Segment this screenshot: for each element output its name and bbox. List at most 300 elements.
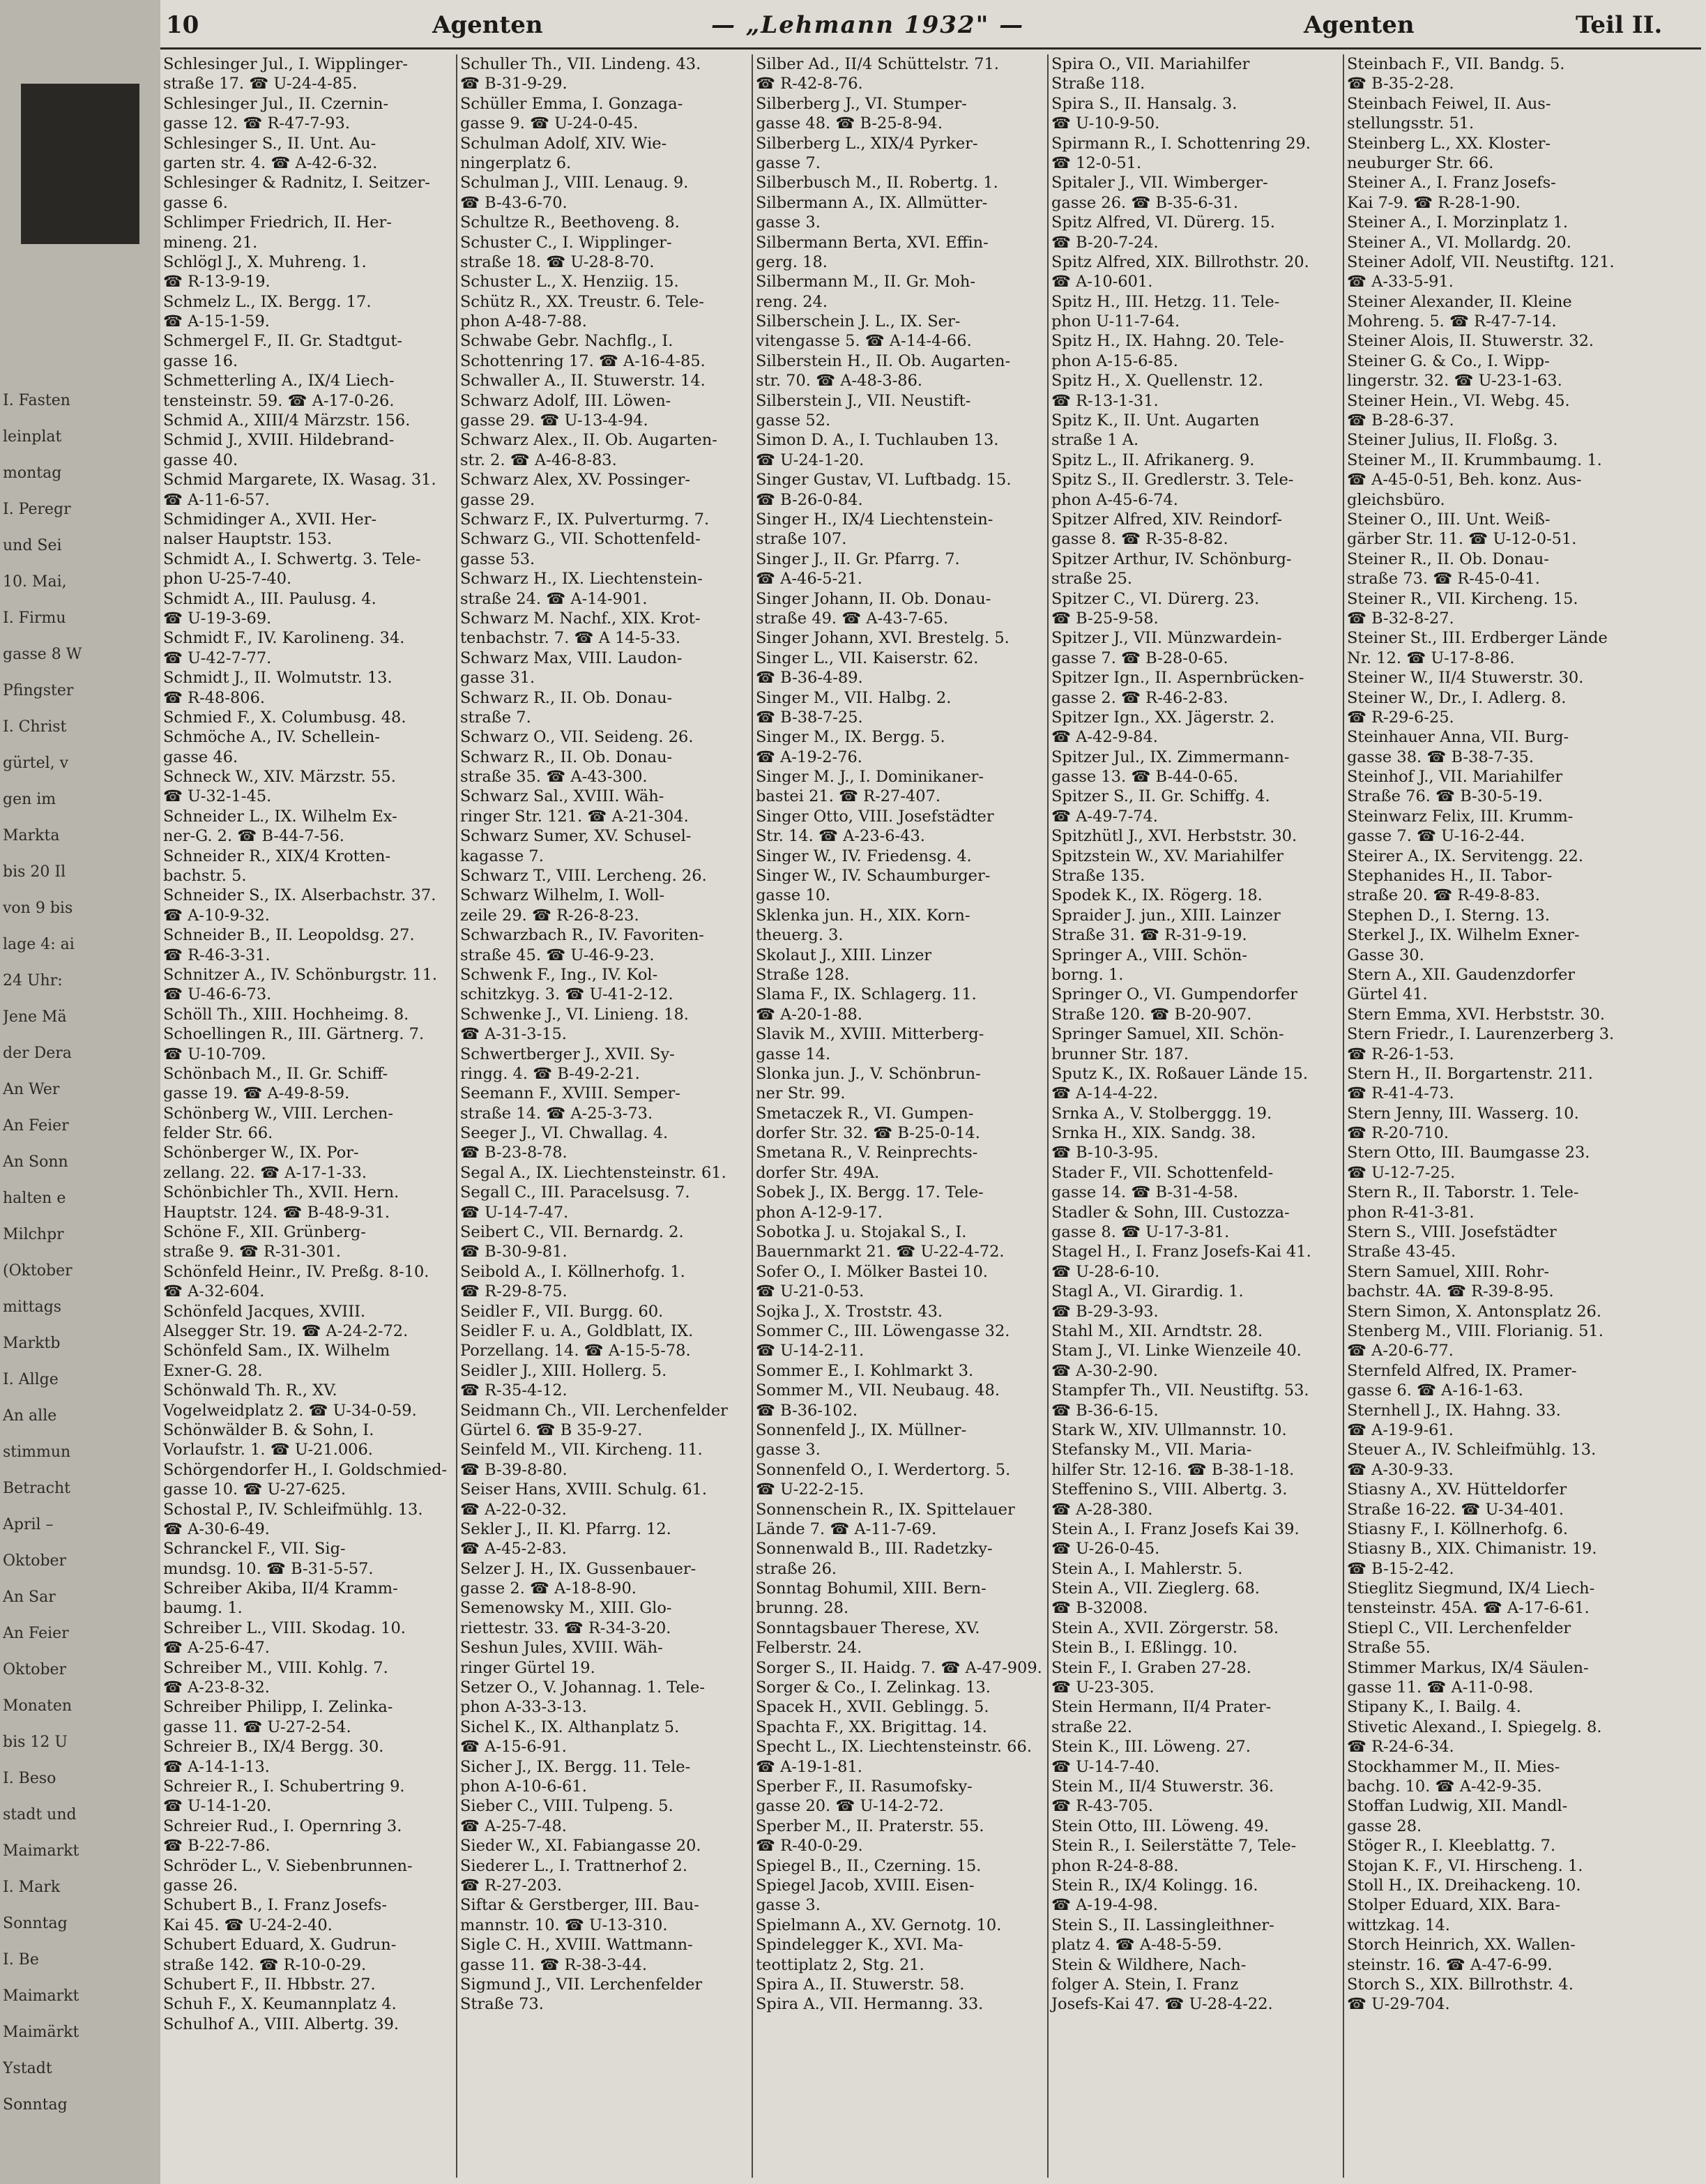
listing-line: Straße 43-45. xyxy=(1347,1243,1456,1261)
listing-line: gasse 7. xyxy=(756,153,821,172)
listing-line: Mohreng. 5. ☎ R-47-7-14. xyxy=(1347,312,1557,331)
listing-line: Spitaler J., VII. Wimberger- xyxy=(1051,174,1268,192)
listing-line: Stoffan Ludwig, XII. Mandl- xyxy=(1347,1797,1568,1816)
listing-line: Steinhof J., VII. Mariahilfer xyxy=(1347,768,1563,787)
margin-fragment: mittags xyxy=(3,1298,62,1316)
listing-line: Smetana R., V. Reinprechts- xyxy=(756,1144,978,1162)
listing-line: Seemann F., XVIII. Semper- xyxy=(460,1084,680,1103)
listing-line: phon U-25-7-40. xyxy=(163,570,292,589)
listing-line: Silbermann Berta, XVI. Effin- xyxy=(756,233,989,252)
listing-line: Stein A., I. Mahlerstr. 5. xyxy=(1051,1559,1243,1578)
margin-fragment: Sonntag xyxy=(3,1915,68,1932)
margin-fragment: An Sar xyxy=(3,1588,56,1606)
listing-line: felder Str. 66. xyxy=(163,1124,273,1143)
listing-line: Stein M., II/4 Stuwerstr. 36. xyxy=(1051,1777,1274,1796)
listing-line: Steuer A., IV. Schleifmühlg. 13. xyxy=(1347,1441,1597,1459)
listing-line: Stolper Eduard, XIX. Bara- xyxy=(1347,1896,1560,1915)
listing-line: gasse 7. ☎ B-28-0-65. xyxy=(1051,649,1228,667)
listing-line: ningerplatz 6. xyxy=(460,153,572,172)
listing-line: gasse 3. xyxy=(756,1896,821,1915)
listing-line: Seibold A., I. Köllnerhofg. 1. xyxy=(460,1262,685,1281)
listing-line: Schneider B., II. Leopoldsg. 27. xyxy=(163,926,415,945)
listing-line: Siftar & Gerstberger, III. Bau- xyxy=(460,1896,699,1915)
listing-line: teottiplatz 2, Stg. 21. xyxy=(756,1955,924,1974)
listing-line: Spira O., VII. Mariahilfer xyxy=(1051,55,1250,73)
listing-line: ☎ A-14-1-13. xyxy=(163,1757,270,1776)
listing-line: Straße 135. xyxy=(1051,867,1145,886)
listing-line: Singer L., VII. Kaiserstr. 62. xyxy=(756,649,979,667)
listing-line: Stein R., I. Seilerstätte 7, Tele- xyxy=(1051,1837,1297,1856)
listing-line: gasse 3. xyxy=(756,1441,821,1459)
listing-line: ☎ U-32-1-45. xyxy=(163,787,272,806)
listing-line: Spacek H., XVII. Geblingg. 5. xyxy=(756,1698,989,1717)
listing-line: Segall C., III. Paracelsusg. 7. xyxy=(460,1183,690,1202)
listing-line: ☎ A-30-6-49. xyxy=(163,1519,270,1538)
listing-line: Sonnenfeld O., I. Werdertorg. 5. xyxy=(756,1460,1011,1479)
listing-line: straße 20. ☎ R-49-8-83. xyxy=(1347,886,1540,905)
listing-line: garten str. 4. ☎ A-42-6-32. xyxy=(163,153,378,172)
listing-line: Straße 76. ☎ B-30-5-19. xyxy=(1347,787,1543,806)
listing-line: Stern Simon, X. Antonsplatz 26. xyxy=(1347,1302,1601,1321)
listing-line: gasse 40. xyxy=(163,450,238,469)
listing-line: phon A-12-9-17. xyxy=(756,1203,883,1222)
listing-line: Schwarzbach R., IV. Favoriten- xyxy=(460,926,704,945)
listing-line: ☎ U-26-0-45. xyxy=(1051,1540,1160,1559)
listing-line: Stivetic Alexand., I. Spiegelg. 8. xyxy=(1347,1717,1602,1736)
listing-line: Spira A., VII. Hermanng. 33. xyxy=(756,1995,984,2014)
listing-line: Steiner Alexander, II. Kleine xyxy=(1347,292,1572,311)
listing-line: Srnka H., XIX. Sandg. 38. xyxy=(1051,1124,1256,1143)
listing-line: Sorger & Co., I. Zelinkag. 13. xyxy=(756,1678,991,1697)
listing-line: Straße 73. xyxy=(460,1995,544,2014)
listing-line: Straße 55. xyxy=(1347,1639,1431,1658)
listing-line: straße 73. ☎ R-45-0-41. xyxy=(1347,570,1540,589)
listing-line: Stiasny A., XV. Hütteldorfer xyxy=(1347,1480,1567,1499)
listing-line: straße 18. ☎ U-28-8-70. xyxy=(460,252,655,271)
listing-line: Spitzstein W., XV. Mariahilfer xyxy=(1051,847,1284,865)
listing-line: Spindelegger K., XVI. Ma- xyxy=(756,1936,964,1955)
listing-line: Springer O., VI. Gumpendorfer xyxy=(1051,985,1298,1004)
margin-fragment: Maimarkt xyxy=(3,1842,79,1860)
listing-line: ☎ A-20-6-77. xyxy=(1347,1342,1454,1360)
listing-line: Spitz K., II. Unt. Augarten xyxy=(1051,411,1260,430)
listing-line: Silbermann A., IX. Allmütter- xyxy=(756,193,988,212)
margin-fragment: Ystadt xyxy=(3,2060,52,2077)
margin-fragment: I. Beso xyxy=(3,1770,56,1787)
listing-line: Sobek J., IX. Bergg. 17. Tele- xyxy=(756,1183,984,1202)
listing-line: Josefs-Kai 47. ☎ U-28-4-22. xyxy=(1051,1995,1273,2014)
listing-line: lingerstr. 32. ☎ U-23-1-63. xyxy=(1347,372,1562,390)
listing-line: ☎ U-14-7-47. xyxy=(460,1203,569,1222)
column-3 xyxy=(752,54,1047,2178)
listing-line: Lände 7. ☎ A-11-7-69. xyxy=(756,1519,937,1538)
listing-line: Gasse 30. xyxy=(1347,946,1424,964)
listing-line: gasse 13. ☎ B-44-0-65. xyxy=(1051,768,1238,787)
listing-line: Seeger J., VI. Chwallag. 4. xyxy=(460,1124,669,1143)
listing-line: Stein B., I. Eßlingg. 10. xyxy=(1051,1639,1238,1658)
listing-line: Steiner Adolf, VII. Neustiftg. 121. xyxy=(1347,252,1615,271)
listing-line: Steinwarz Felix, III. Krumm- xyxy=(1347,807,1574,826)
listing-line: Specht L., IX. Liechtensteinstr. 66. xyxy=(756,1738,1032,1757)
margin-fragment: von 9 bis xyxy=(3,900,73,917)
listing-line: ☎ A-28-380. xyxy=(1051,1500,1153,1519)
listing-line: ☎ U-46-6-73. xyxy=(163,985,272,1004)
listing-line: Spiegel B., II., Czerning. 15. xyxy=(756,1856,982,1875)
listing-line: Stern A., XII. Gaudenzdorfer xyxy=(1347,965,1576,984)
listing-line: Spitzer J., VII. Münzwardein- xyxy=(1051,629,1282,648)
listing-line: Schultze R., Beethoveng. 8. xyxy=(460,213,680,232)
listing-line: Schmid A., XIII/4 Märzstr. 156. xyxy=(163,411,411,430)
listing-line: gasse 10. ☎ U-27-625. xyxy=(163,1480,346,1499)
listing-line: bachstr. 5. xyxy=(163,867,247,886)
listing-line: phon U-11-7-64. xyxy=(1051,312,1180,331)
listing-line: Slama F., IX. Schlagerg. 11. xyxy=(756,985,977,1004)
listing-line: ☎ B-38-7-25. xyxy=(756,708,863,727)
listing-line: nalser Hauptstr. 153. xyxy=(163,530,333,549)
listing-line: Schmergel F., II. Gr. Stadtgut- xyxy=(163,332,403,351)
listing-line: Straße 31. ☎ R-31-9-19. xyxy=(1051,926,1247,945)
listing-line: Stagl A., VI. Girardig. 1. xyxy=(1051,1282,1244,1301)
listing-line: Schwarz Max, VIII. Laudon- xyxy=(460,649,683,667)
listing-line: ☎ A-20-1-88. xyxy=(756,1005,862,1024)
listing-line: Vorlaufstr. 1. ☎ U-21.006. xyxy=(163,1441,373,1459)
listing-line: ☎ R-41-4-73. xyxy=(1347,1084,1454,1103)
listing-line: ☎ B-22-7-86. xyxy=(163,1837,271,1856)
listing-line: Sigle C. H., XVIII. Wattmann- xyxy=(460,1936,693,1955)
listing-line: Schmid Margarete, IX. Wasag. 31. xyxy=(163,471,436,490)
listing-line: ☎ U-14-1-20. xyxy=(163,1797,272,1816)
listing-line: ☎ U-28-6-10. xyxy=(1051,1262,1160,1281)
listing-line: Stadler & Sohn, III. Custozza- xyxy=(1051,1203,1290,1222)
listing-line: ☎ 12-0-51. xyxy=(1051,153,1142,172)
listing-line: Spitzer C., VI. Dürerg. 23. xyxy=(1051,589,1260,608)
listing-line: gasse 14. ☎ B-31-4-58. xyxy=(1051,1183,1238,1202)
listing-line: Stern H., II. Borgartenstr. 211. xyxy=(1347,1064,1593,1083)
listing-line: Schönberg W., VIII. Lerchen- xyxy=(163,1104,393,1123)
margin-fragment: (Oktober xyxy=(3,1262,73,1280)
listing-line: Stockhammer M., II. Mies- xyxy=(1347,1757,1560,1776)
listing-line: ☎ A-19-1-81. xyxy=(756,1757,862,1776)
listing-line: phon R-41-3-81. xyxy=(1347,1203,1475,1222)
listing-line: Stern Emma, XVI. Herbststr. 30. xyxy=(1347,1005,1606,1024)
listing-line: gasse 2. ☎ A-18-8-90. xyxy=(460,1579,637,1598)
listing-line: gasse 6. xyxy=(163,193,228,212)
listing-line: Spitzhütl J., XVI. Herbststr. 30. xyxy=(1051,827,1297,846)
listing-line: Steiner A., I. Morzinplatz 1. xyxy=(1347,213,1568,232)
listing-line: ☎ R-43-705. xyxy=(1051,1797,1154,1816)
listing-line: Springer A., VIII. Schön- xyxy=(1051,946,1247,964)
listing-line: Sperber F., II. Rasumofsky- xyxy=(756,1777,973,1796)
listing-line: gasse 12. ☎ R-47-7-93. xyxy=(163,114,350,133)
listing-line: Schreier R., I. Schubertring 9. xyxy=(163,1777,405,1796)
listing-line: Schmidt A., III. Paulusg. 4. xyxy=(163,589,376,608)
listing-line: tenbachstr. 7. ☎ A 14-5-33. xyxy=(460,629,681,648)
listing-line: ☎ B-31-9-29. xyxy=(460,75,568,93)
listing-line: Schörgendorfer H., I. Goldschmied- xyxy=(163,1460,448,1479)
listing-line: ☎ R-24-6-34. xyxy=(1347,1738,1454,1757)
listing-line: Schneider S., IX. Alserbachstr. 37. xyxy=(163,886,436,905)
listing-line: Sigmund J., VII. Lerchenfelder xyxy=(460,1975,703,1994)
listing-line: tensteinstr. 45A. ☎ A-17-6-61. xyxy=(1347,1599,1590,1618)
margin-fragment: Jene Mä xyxy=(3,1008,67,1026)
listing-line: ☎ A-32-604. xyxy=(163,1282,265,1301)
page-header xyxy=(160,6,1694,45)
listing-line: ☎ B-36-4-89. xyxy=(756,669,863,688)
listing-line: Spitz Alfred, VI. Dürerg. 15. xyxy=(1051,213,1275,232)
listing-line: ☎ R-46-3-31. xyxy=(163,946,271,964)
listing-line: Silberstein H., II. Ob. Augarten- xyxy=(756,351,1011,370)
listing-line: ☎ R-48-806. xyxy=(163,688,266,707)
listing-line: Skolaut J., XIII. Linzer xyxy=(756,946,932,964)
listing-line: Seinfeld M., VII. Kircheng. 11. xyxy=(460,1441,703,1459)
listing-line: ☎ A-15-1-59. xyxy=(163,312,270,331)
listing-line: str. 2. ☎ A-46-8-83. xyxy=(460,450,617,469)
listing-line: Nr. 12. ☎ U-17-8-86. xyxy=(1347,649,1515,667)
listing-line: Stagel H., I. Franz Josefs-Kai 41. xyxy=(1051,1243,1311,1261)
listing-line: ☎ A-45-2-83. xyxy=(460,1540,567,1559)
listing-line: vitengasse 5. ☎ A-14-4-66. xyxy=(756,332,972,351)
listing-line: Stern R., II. Taborstr. 1. Tele- xyxy=(1347,1183,1579,1202)
listing-line: Schönwälder B. & Sohn, I. xyxy=(163,1420,374,1439)
listing-line: ☎ B-39-8-80. xyxy=(460,1460,568,1479)
margin-fragment: halten e xyxy=(3,1190,66,1207)
listing-line: Straße 118. xyxy=(1051,75,1145,93)
listing-line: gasse 2. ☎ R-46-2-83. xyxy=(1051,688,1228,707)
listing-line: Stephen D., I. Sterng. 13. xyxy=(1347,906,1551,925)
listing-line: ☎ B-43-6-70. xyxy=(460,193,568,212)
listing-line: Schubert Eduard, X. Gudrun- xyxy=(163,1936,397,1955)
listing-line: Sorger S., II. Haidg. 7. ☎ A-47-909. xyxy=(756,1658,1042,1677)
listing-line: Singer W., IV. Schaumburger- xyxy=(756,867,991,886)
listing-line: Schlesinger & Radnitz, I. Seitzer- xyxy=(163,174,430,192)
part-label: Teil II. xyxy=(1576,11,1663,39)
listing-line: Steinhauer Anna, VII. Burg- xyxy=(1347,728,1569,747)
listing-line: ☎ B-36-102. xyxy=(756,1401,858,1420)
margin-fragment: 10. Mai, xyxy=(3,573,67,591)
listing-line: ☎ B-32008. xyxy=(1051,1599,1148,1618)
listing-line: borng. 1. xyxy=(1051,965,1124,984)
listing-line: Schneider R., XIX/4 Krotten- xyxy=(163,847,391,865)
listing-line: Seibert C., VII. Bernardg. 2. xyxy=(460,1223,684,1242)
listing-line: Stein Hermann, II/4 Prater- xyxy=(1051,1698,1272,1717)
listing-line: Stiasny F., I. Köllnerhofg. 6. xyxy=(1347,1519,1568,1538)
listing-line: Spitzer S., II. Gr. Schiffg. 4. xyxy=(1051,787,1270,806)
margin-fragment: und Sei xyxy=(3,537,62,554)
listing-line: Stam J., VI. Linke Wienzeile 40. xyxy=(1051,1342,1302,1360)
listing-line: Sonnenschein R., IX. Spittelauer xyxy=(756,1500,1015,1519)
listing-line: Slonka jun. J., V. Schönbrun- xyxy=(756,1064,981,1083)
listing-line: Sommer C., III. Löwengasse 32. xyxy=(756,1322,1010,1340)
listing-line: Seidmann Ch., VII. Lerchenfelder xyxy=(460,1401,728,1420)
listing-line: ☎ A-33-5-91. xyxy=(1347,273,1454,291)
listing-line: Schwarz Sumer, XV. Schusel- xyxy=(460,827,692,846)
listing-line: Stefansky M., VII. Maria- xyxy=(1051,1441,1252,1459)
listing-line: Srnka A., V. Stolberggg. 19. xyxy=(1051,1104,1272,1123)
listing-line: Sonnenfeld J., IX. Müllner- xyxy=(756,1420,967,1439)
listing-line: Sekler J., II. Kl. Pfarrg. 12. xyxy=(460,1519,671,1538)
listing-line: Sputz K., IX. Roßauer Lände 15. xyxy=(1051,1064,1308,1083)
listing-line: Selzer J. H., IX. Gussenbauer- xyxy=(460,1559,696,1578)
margin-fragment: Maimarkt xyxy=(3,1987,79,2005)
listing-line: ☎ U-29-704. xyxy=(1347,1995,1450,2014)
listing-line: phon A-15-6-85. xyxy=(1051,351,1178,370)
margin-fragment: Pfingster xyxy=(3,682,74,699)
margin-fragment: bis 20 Il xyxy=(3,863,66,881)
listing-line: Steiner A., VI. Mollardg. 20. xyxy=(1347,233,1571,252)
listing-line: Sommer E., I. Kohlmarkt 3. xyxy=(756,1361,974,1380)
listing-line: ☎ A-14-4-22. xyxy=(1051,1084,1158,1103)
listing-line: Gürtel 41. xyxy=(1347,985,1428,1004)
listing-line: baumg. 1. xyxy=(163,1599,243,1618)
listing-line: gasse 53. xyxy=(460,549,535,568)
margin-fragment: I. Peregr xyxy=(3,501,71,518)
listing-line: Schwaller A., II. Stuwerstr. 14. xyxy=(460,372,706,390)
listing-line: Spira S., II. Hansalg. 3. xyxy=(1051,94,1237,113)
listing-line: Stern Friedr., I. Laurenzerberg 3. xyxy=(1347,1025,1615,1044)
listing-line: Steirer A., IX. Servitengg. 22. xyxy=(1347,847,1583,865)
listing-line: Stern Otto, III. Baumgasse 23. xyxy=(1347,1144,1590,1162)
listing-line: ☎ B-36-6-15. xyxy=(1051,1401,1159,1420)
listing-line: Stern S., VIII. Josefstädter xyxy=(1347,1223,1557,1242)
listing-line: Schütz R., XX. Treustr. 6. Tele- xyxy=(460,292,704,311)
listing-line: ☎ R-13-1-31. xyxy=(1051,391,1159,410)
listing-line: ner Str. 99. xyxy=(756,1084,846,1103)
listing-line: ☎ A-15-6-91. xyxy=(460,1738,567,1757)
listing-line: Stiepl C., VII. Lerchenfelder xyxy=(1347,1618,1571,1637)
listing-line: Spitz Alfred, XIX. Billrothstr. 20. xyxy=(1051,252,1309,271)
listing-line: gasse 48. ☎ B-25-8-94. xyxy=(756,114,943,133)
listing-line: Sternhell J., IX. Hahng. 33. xyxy=(1347,1401,1561,1420)
listing-line: ☎ A-31-3-15. xyxy=(460,1025,567,1044)
listing-line: Silberberg J., VI. Stumper- xyxy=(756,94,967,113)
listing-line: Stein F., I. Graben 27-28. xyxy=(1051,1658,1251,1677)
listing-line: Schwarz Sal., XVIII. Wäh- xyxy=(460,787,664,806)
listing-line: Steiner A., I. Franz Josefs- xyxy=(1347,174,1556,192)
listing-line: gasse 6. ☎ A-16-1-63. xyxy=(1347,1381,1523,1400)
listing-line: Schüller Emma, I. Gonzaga- xyxy=(460,94,683,113)
listing-line: Schwarz R., II. Ob. Donau- xyxy=(460,688,673,707)
listing-line: Straße 128. xyxy=(756,965,850,984)
listing-line: gasse 14. xyxy=(756,1045,831,1063)
listing-line: Spitzer Ign., II. Aspernbrücken- xyxy=(1051,669,1304,688)
listing-line: Stöger R., I. Kleeblattg. 7. xyxy=(1347,1837,1556,1856)
listing-line: straße 24. ☎ A-14-901. xyxy=(460,589,648,608)
listing-line: Steiner St., III. Erdberger Lände xyxy=(1347,629,1608,648)
listing-line: Schönbach M., II. Gr. Schiff- xyxy=(163,1064,388,1083)
listing-line: Spachta F., XX. Brigittag. 14. xyxy=(756,1717,987,1736)
listing-line: reng. 24. xyxy=(756,292,828,311)
margin-fragment: Markta xyxy=(3,827,60,844)
listing-line: Stein & Wildhere, Nach- xyxy=(1051,1955,1247,1974)
listing-line: str. 70. ☎ A-48-3-86. xyxy=(756,372,923,390)
left-heading: Agenten xyxy=(432,11,543,39)
listing-line: gasse 20. ☎ U-14-2-72. xyxy=(756,1797,944,1816)
listing-line: Schmidt F., IV. Karolineng. 34. xyxy=(163,629,405,648)
margin-fragment: leinplat xyxy=(3,428,62,446)
listing-line: ☎ R-35-4-12. xyxy=(460,1381,568,1400)
listing-line: Singer M. J., I. Dominikaner- xyxy=(756,768,984,787)
listing-line: Schreier B., IX/4 Bergg. 30. xyxy=(163,1738,384,1757)
listing-line: ☎ A-25-6-47. xyxy=(163,1639,270,1658)
listing-line: ☎ A-10-9-32. xyxy=(163,906,270,925)
listing-line: Schönfeld Jacques, XVIII. xyxy=(163,1302,366,1321)
listing-line: ☎ B-23-8-78. xyxy=(460,1144,568,1162)
listing-line: bachstr. 4A. ☎ R-39-8-95. xyxy=(1347,1282,1554,1301)
listing-line: Schönberger W., IX. Por- xyxy=(163,1144,359,1162)
listing-line: Straße 16-22. ☎ U-34-401. xyxy=(1347,1500,1564,1519)
listing-line: Sonnenwald B., III. Radetzky- xyxy=(756,1540,993,1559)
listing-line: wittzkag. 14. xyxy=(1347,1916,1450,1934)
listing-line: Stein A., VII. Zieglerg. 68. xyxy=(1051,1579,1260,1598)
listing-line: ☎ U-12-7-25. xyxy=(1347,1163,1456,1182)
listing-line: theuerg. 3. xyxy=(756,926,844,945)
listing-line: Schwarz G., VII. Schottenfeld- xyxy=(460,530,701,549)
listing-line: ☎ B-26-0-84. xyxy=(756,490,863,509)
listing-line: ringg. 4. ☎ B-49-2-21. xyxy=(460,1064,640,1083)
margin-fragment: der Dera xyxy=(3,1045,72,1062)
listing-line: Spraider J. jun., XIII. Lainzer xyxy=(1051,906,1281,925)
listing-line: ☎ U-23-305. xyxy=(1051,1678,1155,1697)
listing-line: ☎ R-29-8-75. xyxy=(460,1282,568,1301)
listing-line: ☎ U-19-3-69. xyxy=(163,609,272,628)
listing-line: Silber Ad., II/4 Schüttelstr. 71. xyxy=(756,55,999,73)
listing-line: Stein R., IX/4 Kolingg. 16. xyxy=(1051,1876,1258,1895)
listing-line: Singer Johann, XVI. Brestelg. 5. xyxy=(756,629,1010,648)
column-1 xyxy=(160,54,455,2178)
listing-line: Stiasny B., XIX. Chimanistr. 19. xyxy=(1347,1540,1597,1559)
listing-line: Singer H., IX/4 Liechtenstein- xyxy=(756,510,993,529)
listing-line: Schwertberger J., XVII. Sy- xyxy=(460,1045,675,1063)
listing-line: Singer Otto, VIII. Josefstädter xyxy=(756,807,994,826)
listing-line: Schwenk F., Ing., IV. Kol- xyxy=(460,965,658,984)
margin-fragment: I. Mark xyxy=(3,1879,61,1896)
listing-line: Spitz L., II. Afrikanerg. 9. xyxy=(1051,450,1255,469)
listing-line: Silbermann M., II. Gr. Moh- xyxy=(756,273,975,291)
listing-line: Schlesinger Jul., II. Czernin- xyxy=(163,94,389,113)
listing-line: ☎ U-24-1-20. xyxy=(756,450,865,469)
listing-line: Kai 7-9. ☎ R-28-1-90. xyxy=(1347,193,1521,212)
listing-line: ☎ A-42-9-84. xyxy=(1051,728,1158,747)
listing-line: ringer Str. 121. ☎ A-21-304. xyxy=(460,807,689,826)
listing-line: kagasse 7. xyxy=(460,847,544,865)
listing-line: Steiner Hein., VI. Webg. 45. xyxy=(1347,391,1570,410)
listing-line: Stahl M., XII. Arndtstr. 28. xyxy=(1051,1322,1263,1340)
listing-line: ringer Gürtel 19. xyxy=(460,1658,595,1677)
margin-fragment: April – xyxy=(3,1516,54,1533)
listing-line: Schmied F., X. Columbusg. 48. xyxy=(163,708,406,727)
listing-line: Singer Johann, II. Ob. Donau- xyxy=(756,589,991,608)
listing-line: Steffenino S., VIII. Albertg. 3. xyxy=(1051,1480,1288,1499)
listing-line: phon A-33-3-13. xyxy=(460,1698,587,1717)
margin-fragment: I. Be xyxy=(3,1951,39,1969)
listing-line: ☎ U-14-7-40. xyxy=(1051,1757,1160,1776)
listing-line: Stieglitz Siegmund, IX/4 Liech- xyxy=(1347,1579,1595,1598)
listing-line: Seidler J., XIII. Hollerg. 5. xyxy=(460,1361,667,1380)
listing-line: Sieder W., XI. Fabiangasse 20. xyxy=(460,1837,701,1856)
listing-line: Spodek K., IX. Rögerg. 18. xyxy=(1051,886,1263,905)
listing-line: brunner Str. 187. xyxy=(1051,1045,1189,1063)
listing-line: Schwabe Gebr. Nachflg., I. xyxy=(460,332,673,351)
listing-line: mineng. 21. xyxy=(163,233,258,252)
listing-line: Seidler F., VII. Burgg. 60. xyxy=(460,1302,664,1321)
margin-fragment: montag xyxy=(3,464,62,482)
listing-line: straße 142. ☎ R-10-0-29. xyxy=(163,1955,367,1974)
listing-line: ☎ B-32-8-27. xyxy=(1347,609,1454,628)
listing-line: Seidler F. u. A., Goldblatt, IX. xyxy=(460,1322,694,1340)
listing-line: Schwarz Adolf, III. Löwen- xyxy=(460,391,671,410)
listing-line: Schreiber L., VIII. Skodag. 10. xyxy=(163,1618,406,1637)
listing-line: Str. 14. ☎ A-23-6-43. xyxy=(756,827,925,846)
